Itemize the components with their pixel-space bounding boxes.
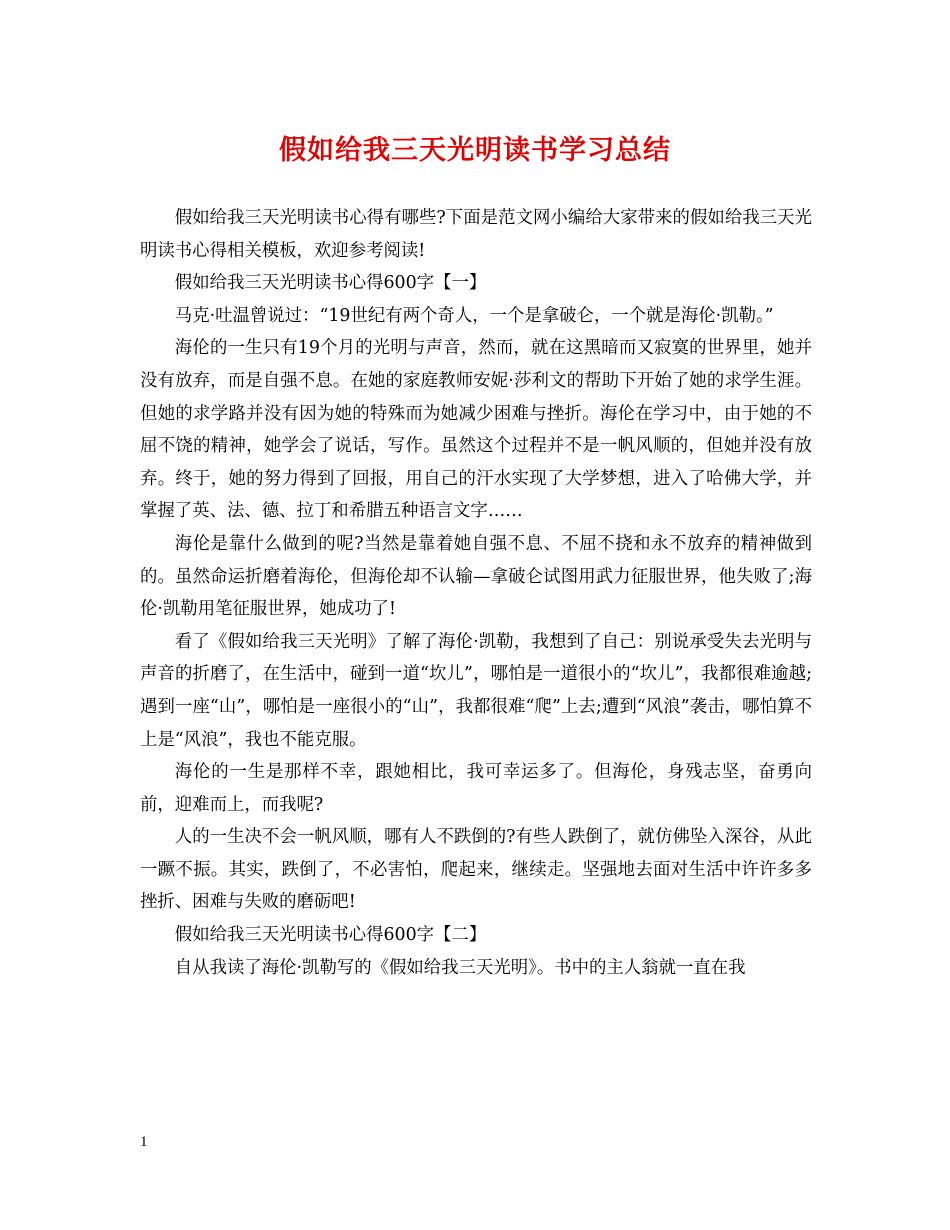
paragraph: 海伦的一生是那样不幸，跟她相比，我可幸运多了。但海伦，身残志坚，奋勇向前，迎难而上，而我呢?	[140, 762, 812, 815]
paragraph: 人的一生决不会一帆风顺，哪有人不跌倒的?有些人跌倒了，就仿佛坠入深谷，从此一蹶不振。其实，跌倒了，不必害怕，爬起来，继续走。坚强地去面对生活中许许多多挫折、困难与失败的磨砺吧!	[140, 827, 812, 913]
document-body	[140, 202, 812, 984]
section-heading-2: 假如给我三天光明读书心得600字【二】	[174, 925, 487, 946]
paragraph: 海伦是靠什么做到的呢?当然是靠着她自强不息、不屈不挠和永不放弃的精神做到的。虽然命运折磨着海伦，但海伦却不认输—拿破仑试图用武力征服世界，他失败了;海伦·凯勒用笔征服世界，她成功了!	[140, 533, 812, 620]
document-title: 假如给我三天光明读书学习总结	[279, 135, 671, 166]
paragraph: 海伦的一生只有19个月的光明与声音，然而，就在这黑暗而又寂寞的世界里，她并没有放弃，而是自强不息。在她的家庭教师安妮·莎利文的帮助下开始了她的求学生涯。但她的求学路并没有因为她的特殊而为她减少困难与挫折。海伦在学习中，由于她的不屈不饶的精神，她学会了说话，写作。虽然这个过程并不是一帆风顺的，但她并没有放弃。终于，她的努力得到了回报，用自己的汗水实现了大学梦想，进入了哈佛大学，并掌握了英、法、德、拉丁和希腊五种语言文字……	[140, 338, 812, 522]
paragraph: 马克·吐温曾说过：“19世纪有两个奇人，一个是拿破仑，一个就是海伦·凯勒。”	[174, 305, 774, 326]
paragraph: 看了《假如给我三天光明》了解了海伦·凯勒，我想到了自己：别说承受失去光明与声音的折磨了，在生活中，碰到一道“坎儿”，哪怕是一道很小的“坎儿”，我都很难逾越;遇到一座“山”，哪怕是一座很小的“山”，我都很难“爬”上去;遭到“风浪”袭击，哪怕算不上是“风浪”，我也不能克服。	[140, 631, 812, 750]
page-number: 1	[140, 1134, 148, 1150]
paragraph-intro: 假如给我三天光明读书心得有哪些?下面是范文网小编给大家带来的假如给我三天光明读书心得相关模板，欢迎参考阅读!	[140, 208, 812, 261]
paragraph: 自从我读了海伦·凯勒写的《假如给我三天光明》。书中的主人翁就一直在我	[174, 957, 746, 978]
section-heading-1: 假如给我三天光明读书心得600字【一】	[174, 273, 487, 294]
